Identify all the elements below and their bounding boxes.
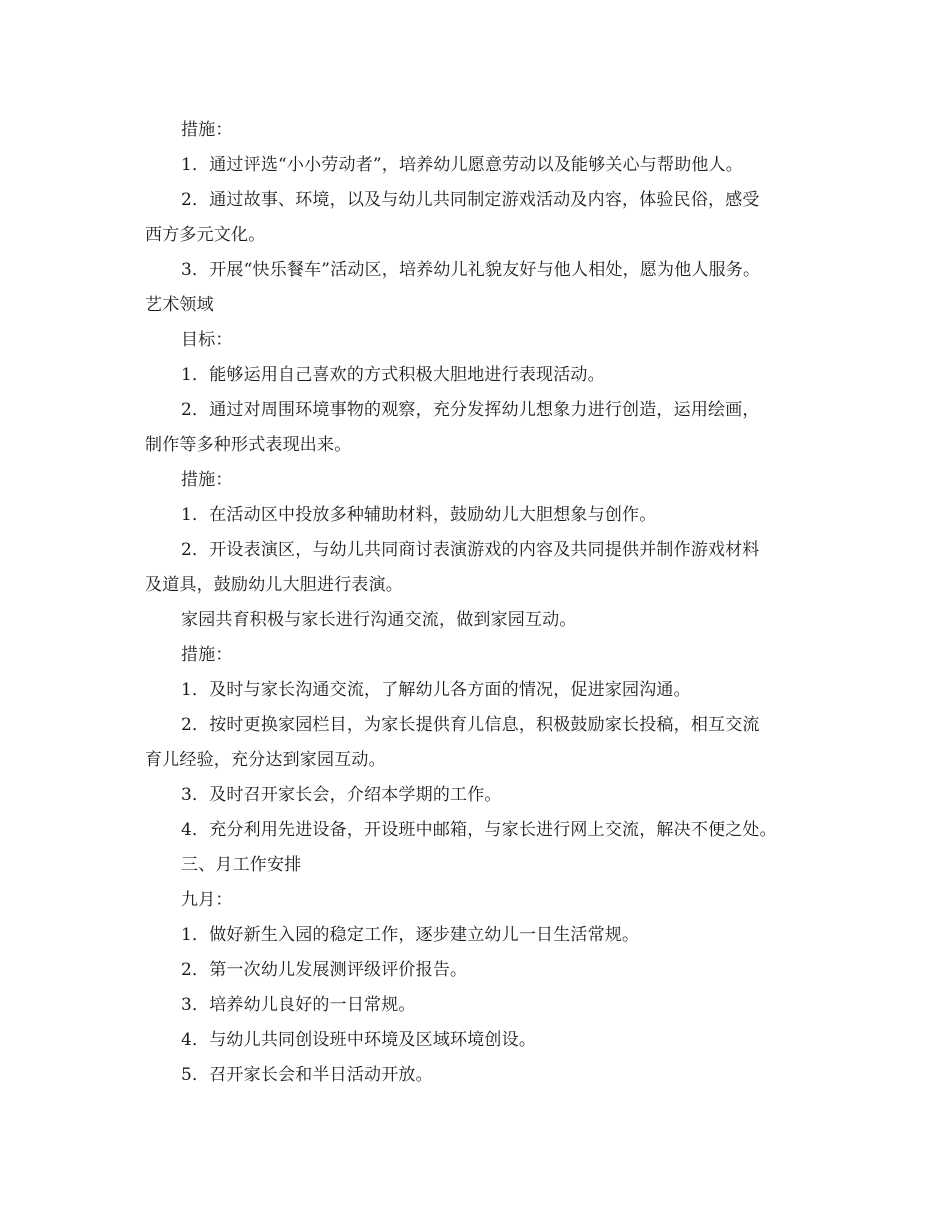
paragraph-line: 5．召开家长会和半日活动开放。 <box>181 1065 433 1085</box>
paragraph-line: 3．及时召开家长会，介绍本学期的工作。 <box>181 785 502 805</box>
paragraph-line: 育儿经验，充分达到家园互动。 <box>145 750 386 770</box>
paragraph-line: 措施： <box>181 120 233 140</box>
paragraph-line: 1．通过评选“小小劳动者”，培养幼儿愿意劳动以及能够关心与帮助他人。 <box>181 155 743 175</box>
paragraph-line: 2．按时更换家园栏目，为家长提供育儿信息，积极鼓励家长投稿，相互交流 <box>181 715 760 735</box>
paragraph-line: 制作等多种形式表现出来。 <box>145 435 352 455</box>
document-body <box>145 113 815 1093</box>
paragraph-line: 2．开设表演区，与幼儿共同商讨表演游戏的内容及共同提供并制作游戏材料 <box>181 540 760 560</box>
paragraph-line: 2．通过对周围环境事物的观察，充分发挥幼儿想象力进行创造，运用绘画， <box>181 400 760 420</box>
paragraph-line: 4．充分利用先进设备，开设班中邮箱，与家长进行网上交流，解决不便之处。 <box>181 820 777 840</box>
paragraph-line: 措施： <box>181 645 233 665</box>
paragraph-line: 1．能够运用自己喜欢的方式积极大胆地进行表现活动。 <box>181 365 605 385</box>
paragraph-line: 1．及时与家长沟通交流，了解幼儿各方面的情况，促进家园沟通。 <box>181 680 691 700</box>
paragraph-line: 家园共育积极与家长进行沟通交流，做到家园互动。 <box>181 610 577 630</box>
paragraph-line: 措施： <box>181 470 233 490</box>
paragraph-line: 4．与幼儿共同创设班中环境及区域环境创设。 <box>181 1030 537 1050</box>
paragraph-line: 2．通过故事、环境，以及与幼儿共同制定游戏活动及内容，体验民俗，感受 <box>181 190 760 210</box>
paragraph-line: 及道具，鼓励幼儿大胆进行表演。 <box>145 575 403 595</box>
paragraph-line: 目标： <box>181 330 233 350</box>
paragraph-line: 九月： <box>181 890 233 910</box>
paragraph-line: 艺术领域 <box>145 295 214 315</box>
paragraph-line: 2．第一次幼儿发展测评级评价报告。 <box>181 960 468 980</box>
paragraph-line: 西方多元文化。 <box>145 225 266 245</box>
paragraph-line: 1．在活动区中投放多种辅助材料，鼓励幼儿大胆想象与创作。 <box>181 505 657 525</box>
paragraph-line: 3．培养幼儿良好的一日常规。 <box>181 995 416 1015</box>
paragraph-line: 3．开展“快乐餐车”活动区，培养幼儿礼貌友好与他人相处，愿为他人服务。 <box>181 260 761 280</box>
paragraph-line: 三、月工作安排 <box>181 855 302 875</box>
paragraph-line: 1．做好新生入园的稳定工作，逐步建立幼儿一日生活常规。 <box>181 925 640 945</box>
